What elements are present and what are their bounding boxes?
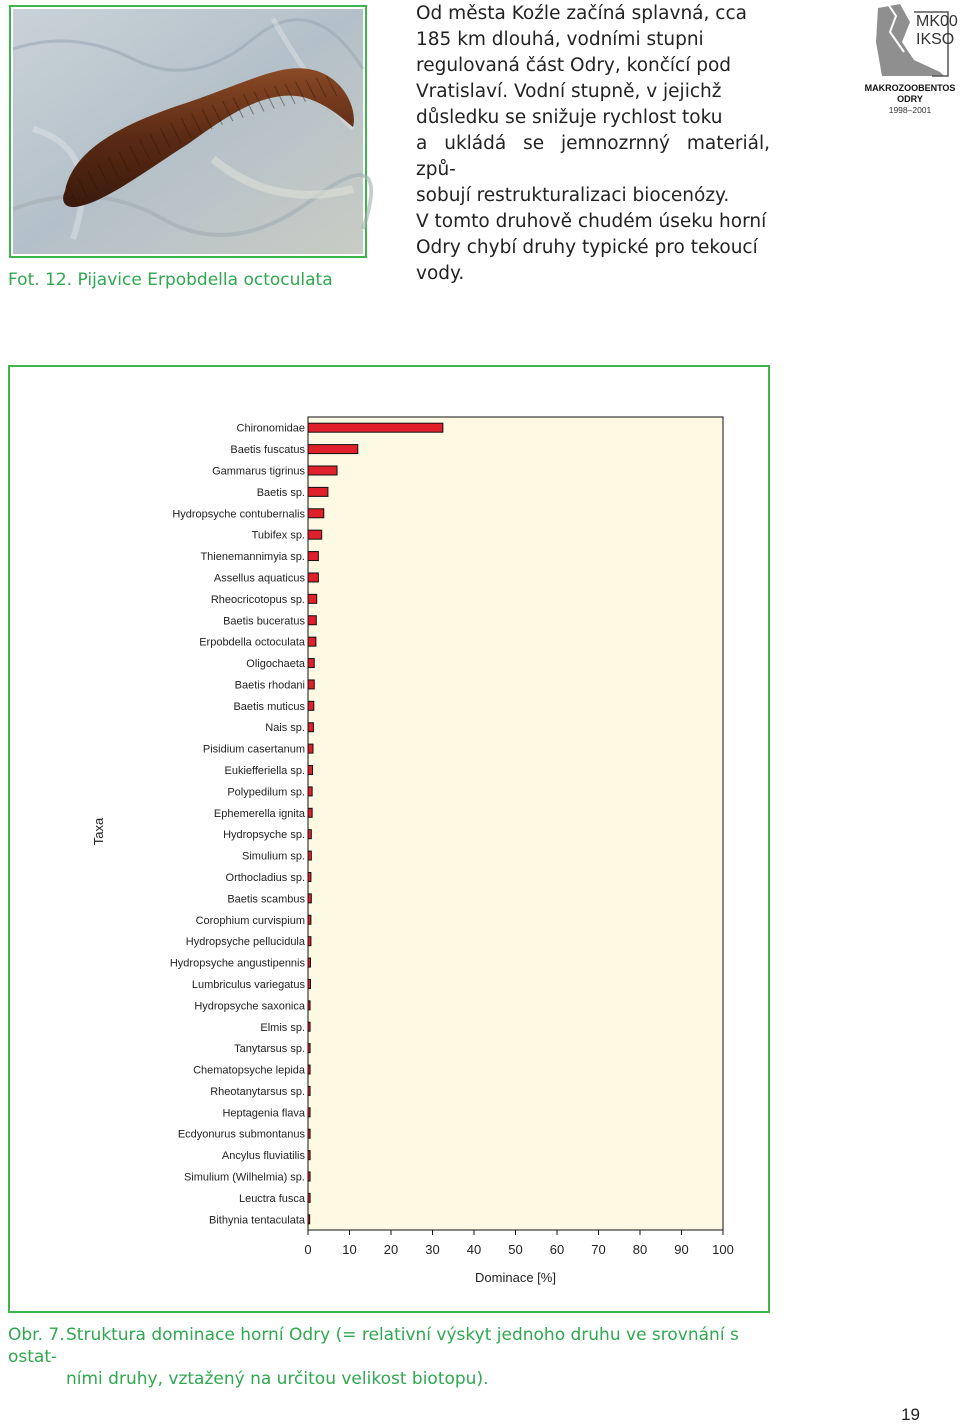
intro-line: regulovaná část Odry, končící pod — [416, 55, 732, 76]
category-label: Pisidium casertanum — [202, 743, 305, 756]
bar — [308, 573, 318, 582]
category-label: Thienemannimyia sp. — [200, 551, 305, 564]
x-tick-label: 30 — [425, 1242, 440, 1257]
intro-line: Vratislaví. Vodní stupně, v jejichž — [416, 81, 722, 102]
x-tick-label: 90 — [674, 1242, 689, 1257]
x-tick-label: 40 — [466, 1242, 482, 1257]
category-label: Eukiefferiella sp. — [224, 765, 305, 778]
category-label: Corophium curvispium — [195, 914, 305, 927]
category-label: Baetis rhodani — [234, 679, 305, 692]
bar — [308, 1215, 310, 1224]
intro-line: důsledku se snižuje rychlost toku — [416, 107, 723, 128]
figure-number: Obr. 7. — [8, 1325, 65, 1345]
bar — [308, 616, 316, 625]
category-label: Rheocricotopus sp. — [210, 593, 305, 606]
bar — [308, 659, 314, 668]
category-label: Rheotanytarsus sp. — [210, 1085, 305, 1098]
bar — [308, 744, 313, 753]
category-label: Ancylus fluviatilis — [221, 1150, 305, 1163]
bar — [308, 1108, 310, 1117]
category-label: Simulium (Wilhelmia) sp. — [183, 1171, 305, 1184]
bar — [308, 594, 317, 603]
bar — [308, 808, 312, 817]
intro-line: 185 km dlouhá, vodními stupni — [416, 29, 704, 50]
logo-title: MAKROZOOBENTOS — [864, 83, 956, 93]
bar — [308, 445, 358, 454]
dominance-chart-svg — [8, 365, 770, 1313]
category-label: Baetis buceratus — [223, 615, 305, 628]
category-label: Elmis sp. — [260, 1021, 305, 1034]
bar — [308, 530, 322, 539]
category-label: Simulium sp. — [242, 850, 305, 863]
x-tick-label: 100 — [712, 1242, 734, 1257]
bar — [308, 509, 324, 518]
intro-line: sobují restrukturalizaci biocenózy. — [416, 185, 730, 206]
x-tick-label: 10 — [342, 1242, 357, 1257]
bar — [308, 1172, 310, 1181]
category-label: Bithynia tentaculata — [208, 1214, 305, 1227]
logo-subtitle: ODRY — [897, 94, 923, 104]
category-label: Hydropsyche saxonica — [194, 1000, 305, 1013]
leech-photo — [9, 5, 367, 258]
intro-line: V tomto druhově chudém úseku horní — [416, 211, 767, 232]
category-label: Gammarus tigrinus — [212, 465, 305, 478]
x-tick-label: 0 — [304, 1242, 312, 1257]
category-label: Hydropsyche sp. — [223, 829, 305, 842]
figure-caption — [8, 1324, 778, 1390]
bar — [308, 701, 314, 710]
intro-line: Odry chybí druhy typické pro tekoucí — [416, 237, 758, 258]
svg-text:MK00: MK00 — [916, 13, 958, 30]
category-label: Nais sp. — [265, 722, 305, 735]
bar — [308, 487, 328, 496]
category-label: Baetis muticus — [233, 700, 305, 713]
plot-area — [308, 417, 723, 1230]
x-tick-label: 80 — [632, 1242, 648, 1257]
category-label: Assellus aquaticus — [213, 572, 305, 585]
bar — [308, 787, 312, 796]
category-label: Oligochaeta — [246, 658, 305, 671]
page-number: 19 — [901, 1405, 920, 1424]
category-label: Tubifex sp. — [251, 529, 305, 542]
bar — [308, 830, 311, 839]
category-label: Ephemerella ignita — [213, 807, 305, 820]
category-label: Baetis sp. — [256, 486, 305, 499]
bar — [308, 1001, 310, 1010]
category-label: Hydropsyche pellucidula — [185, 936, 305, 949]
bar — [308, 958, 310, 967]
bar — [308, 851, 311, 860]
bar — [308, 637, 316, 646]
category-label: Hydropsyche contubernalis — [172, 508, 305, 521]
bar — [308, 1044, 310, 1053]
category-label: Leuctra fusca — [238, 1192, 305, 1205]
bar — [308, 1065, 310, 1074]
bar — [308, 937, 311, 946]
bar — [308, 723, 313, 732]
category-label: Ecdyonurus submontanus — [177, 1128, 305, 1141]
intro-line: Od města Koźle začíná splavná, cca — [416, 3, 747, 24]
dominance-chart — [8, 365, 770, 1313]
category-label: Baetis scambus — [227, 893, 305, 906]
intro-line: vody. — [416, 263, 465, 284]
bar — [308, 872, 311, 881]
leech-photo-image — [13, 9, 363, 254]
logo-years: 1998–2001 — [888, 105, 932, 115]
intro-line: a ukládá se jemnozrnný materiál, způ- — [416, 133, 770, 180]
figure-caption-line1: Struktura dominace horní Odry (= relativní výskyt jednoho druhu ve srovnání s ostat- — [8, 1325, 739, 1367]
photo-caption: Fot. 12. Pijavice Erpobdella octoculata — [8, 270, 333, 290]
category-label: Chironomidae — [236, 422, 305, 435]
category-label: Erpobdella octoculata — [199, 636, 305, 649]
x-tick-label: 60 — [549, 1242, 565, 1257]
bar — [308, 680, 314, 689]
category-label: Lumbriculus variegatus — [191, 978, 305, 991]
figure-caption-line2: ními druhy, vztažený na určitou velikost biotopu). — [66, 1369, 489, 1389]
bar — [308, 979, 310, 988]
bar — [308, 423, 443, 432]
x-tick-label: 70 — [591, 1242, 606, 1257]
category-label: Orthocladius sp. — [225, 871, 305, 884]
bar — [308, 894, 311, 903]
x-tick-label: 20 — [383, 1242, 399, 1257]
category-label: Heptagenia flava — [222, 1107, 305, 1120]
bar — [308, 1022, 310, 1031]
mkoo-ikso-logo — [862, 2, 958, 115]
category-label: Tanytarsus sp. — [234, 1043, 305, 1056]
bar — [308, 915, 311, 924]
bar — [308, 466, 337, 475]
bar — [308, 1151, 310, 1160]
bar — [308, 1086, 310, 1095]
bar — [308, 552, 318, 561]
bar — [308, 1193, 310, 1202]
x-tick-label: 50 — [508, 1242, 523, 1257]
intro-paragraph — [416, 1, 770, 287]
x-axis-label: Dominace [%] — [475, 1270, 556, 1285]
y-axis-label: Taxa — [91, 817, 106, 846]
category-label: Chematopsyche lepida — [193, 1064, 305, 1077]
category-label: Hydropsyche angustipennis — [169, 957, 305, 970]
bar — [308, 766, 313, 775]
svg-text:IKSO: IKSO — [916, 31, 955, 48]
category-label: Baetis fuscatus — [230, 444, 305, 457]
bar — [308, 1129, 310, 1138]
logo-mark-icon — [870, 2, 958, 78]
category-label: Polypedilum sp. — [227, 786, 305, 799]
